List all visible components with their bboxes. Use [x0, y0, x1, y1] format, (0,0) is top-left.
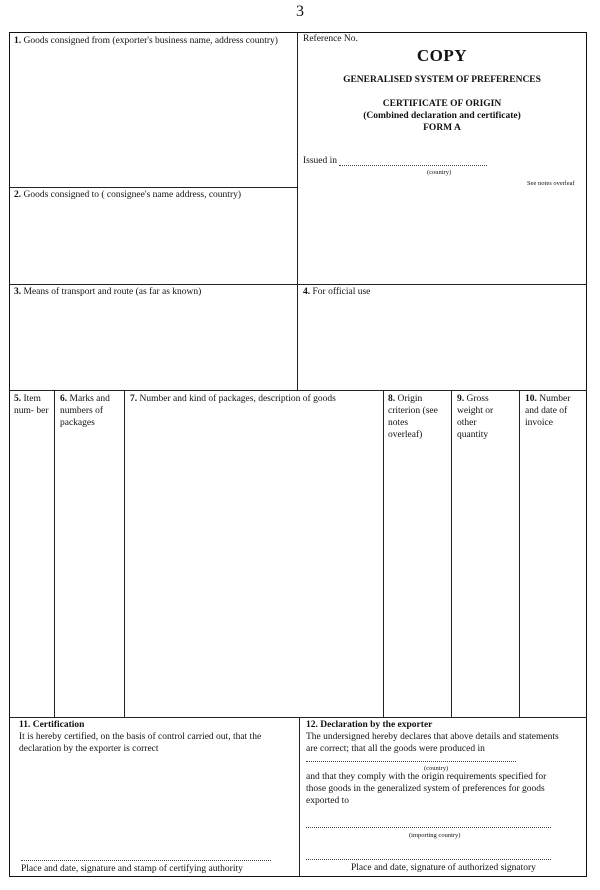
box2-label: 2. Goods consigned to ( consignee's name address, country)	[14, 190, 242, 200]
col-description-header: 7. Number and kind of packages, description of goods	[130, 394, 336, 404]
certificate-title: CERTIFICATE OF ORIGIN	[382, 99, 502, 109]
col-marks-numbers[interactable]	[54, 390, 124, 717]
issued-in-field[interactable]	[339, 165, 487, 166]
copy-title: COPY	[416, 46, 468, 65]
header-box	[297, 32, 587, 284]
box12-signature-field[interactable]	[306, 859, 551, 860]
box12-title: 12. Declaration by the exporter	[306, 720, 433, 730]
box11-signature-field[interactable]	[21, 860, 271, 861]
issued-in-country-caption: (country)	[427, 169, 452, 176]
box1-consignor[interactable]	[9, 32, 297, 187]
box3-transport[interactable]	[9, 284, 297, 390]
col-gross-weight[interactable]	[451, 390, 519, 717]
col-description[interactable]	[124, 390, 383, 717]
col-invoice-header: 10. Number and date of invoice	[525, 394, 571, 428]
reference-no-label: Reference No.	[303, 34, 358, 44]
col-gross-weight-header: 9. Gross weight or other quantity	[457, 394, 494, 440]
box1-label: 1. Goods consigned from (exporter's business name, address country)	[14, 36, 278, 46]
box12-country-field[interactable]	[306, 761, 516, 762]
box12-signature-caption: Place and date, signature of authorized signatory	[351, 863, 536, 873]
box11-certification	[9, 717, 299, 877]
box11-signature-caption: Place and date, signature and stamp of certifying authority	[21, 864, 243, 874]
col-item-number-header: 5. Item num- ber	[14, 394, 49, 416]
box12-text1: The undersigned hereby declares that above details and statements are correct; that all the goods were produced in	[306, 732, 559, 754]
issued-in-label: Issued in	[303, 156, 338, 166]
box12-text2: and that they comply with the origin requirements specified for those goods in the generalized system of preferences for goods exported to	[306, 772, 547, 806]
form-name: FORM A	[423, 123, 461, 133]
box12-country-caption: (country)	[424, 765, 449, 772]
col-invoice[interactable]	[519, 390, 587, 717]
box11-title: 11. Certification	[19, 720, 85, 730]
box12-declaration	[299, 717, 587, 877]
box12-importing-caption: (importing country)	[409, 832, 461, 839]
scheme-title: GENERALISED SYSTEM OF PREFERENCES	[343, 75, 541, 85]
box3-label: 3. Means of transport and route (as far as known)	[14, 287, 202, 297]
col-origin-criterion-header: 8. Origin criterion (see notes overleaf)	[388, 394, 438, 440]
col-origin-criterion[interactable]	[383, 390, 451, 717]
certificate-subtitle: (Combined declaration and certificate)	[363, 111, 521, 121]
col-item-number[interactable]	[9, 390, 54, 717]
box12-importing-country-field[interactable]	[306, 827, 551, 828]
col-marks-numbers-header: 6. Marks and numbers of packages	[60, 394, 110, 428]
box11-text: It is hereby certified, on the basis of control carried out, that the declaration by the exporter is correct	[19, 732, 262, 754]
box4-official-use[interactable]	[297, 284, 587, 390]
box2-consignee[interactable]	[9, 187, 297, 284]
box4-label: 4. For official use	[303, 287, 371, 297]
see-notes-overleaf: See notes overleaf	[527, 180, 575, 187]
page-number: 3	[296, 3, 304, 20]
